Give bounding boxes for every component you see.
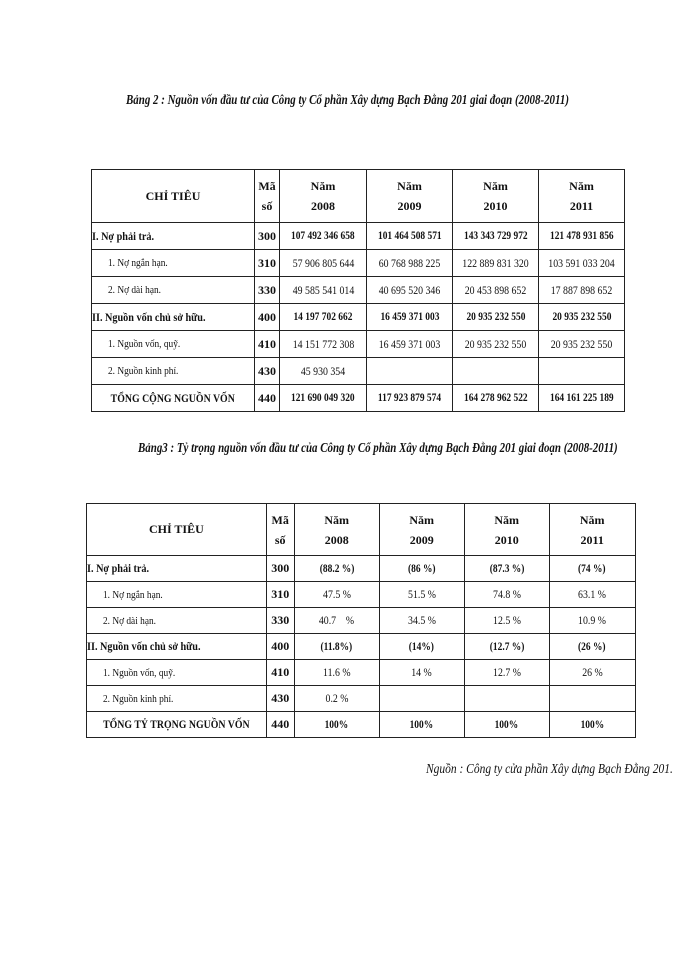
table-row: 1. Nợ ngắn hạn. 310 47.5 % 51.5 % 74.8 % 63.1 % xyxy=(87,582,636,608)
table-row: 2. Nợ dài hạn. 330 49 585 541 014 40 695 520 346 20 453 898 652 17 887 898 652 xyxy=(92,277,625,304)
table-row: II. Nguồn vốn chủ sở hữu. 400 14 197 702 662 16 459 371 003 20 935 232 550 20 935 232 550 xyxy=(92,304,625,331)
table-row: 1. Nợ ngắn hạn. 310 57 906 805 644 60 768 988 225 122 889 831 320 103 591 033 204 xyxy=(92,250,625,277)
table2-caption: Bảng3 : Tỷ trọng nguồn vốn đầu tư của Công ty Cổ phần Xây dựng Bạch Đằng 201 giai đoạn (2008-2011) xyxy=(138,441,618,456)
header-year-2010: Năm 2010 xyxy=(453,170,539,223)
source-note: Nguồn : Công ty cửa phần Xây dựng Bạch Đằng 201. xyxy=(426,762,673,777)
header-year-2010: Năm 2010 xyxy=(464,504,549,556)
header-code: Mã số xyxy=(255,170,280,223)
header-year-2011: Năm 2011 xyxy=(539,170,625,223)
header-year-2011: Năm 2011 xyxy=(549,504,635,556)
header-year-2009: Năm 2009 xyxy=(367,170,453,223)
table-row: 2. Nguồn kinh phí. 430 45 930 354 xyxy=(92,358,625,385)
capital-sources-table xyxy=(91,169,625,412)
table-header-row xyxy=(92,170,625,223)
table-total-row: TỔNG TỶ TRỌNG NGUỒN VỐN 440 100% 100% 100% 100% xyxy=(87,712,636,738)
table-header-row xyxy=(87,504,636,556)
header-year-2008: Năm 2008 xyxy=(280,170,367,223)
header-criteria: CHỈ TIÊU xyxy=(92,170,255,223)
table-total-row: TỔNG CỘNG NGUỒN VỐN 440 121 690 049 320 117 923 879 574 164 278 962 522 164 161 225 189 xyxy=(92,385,625,412)
table-row: 1. Nguồn vốn, quỹ. 410 11.6 % 14 % 12.7 % 26 % xyxy=(87,660,636,686)
capital-ratio-table xyxy=(86,503,636,738)
table-row: I. Nợ phải trả. 300 (88.2 %) (86 %) (87.3 %) (74 %) xyxy=(87,556,636,582)
header-criteria: CHỈ TIÊU xyxy=(87,504,267,556)
table-row: II. Nguồn vốn chủ sở hữu. 400 (11.8%) (14%) (12.7 %) (26 %) xyxy=(87,634,636,660)
table-row: I. Nợ phải trả. 300 107 492 346 658 101 464 508 571 143 343 729 972 121 478 931 856 xyxy=(92,223,625,250)
header-year-2009: Năm 2009 xyxy=(379,504,464,556)
table-row: 2. Nợ dài hạn. 330 40.7 % 34.5 % 12.5 % 10.9 % xyxy=(87,608,636,634)
header-year-2008: Năm 2008 xyxy=(294,504,379,556)
header-code: Mã số xyxy=(266,504,294,556)
table1-caption: Bảng 2 : Nguồn vốn đầu tư của Công ty Cổ phần Xây dựng Bạch Đằng 201 giai đoạn (2008-2011) xyxy=(126,93,569,108)
table-row: 1. Nguồn vốn, quỹ. 410 14 151 772 308 16 459 371 003 20 935 232 550 20 935 232 550 xyxy=(92,331,625,358)
table-row: 2. Nguồn kinh phí. 430 0.2 % xyxy=(87,686,636,712)
